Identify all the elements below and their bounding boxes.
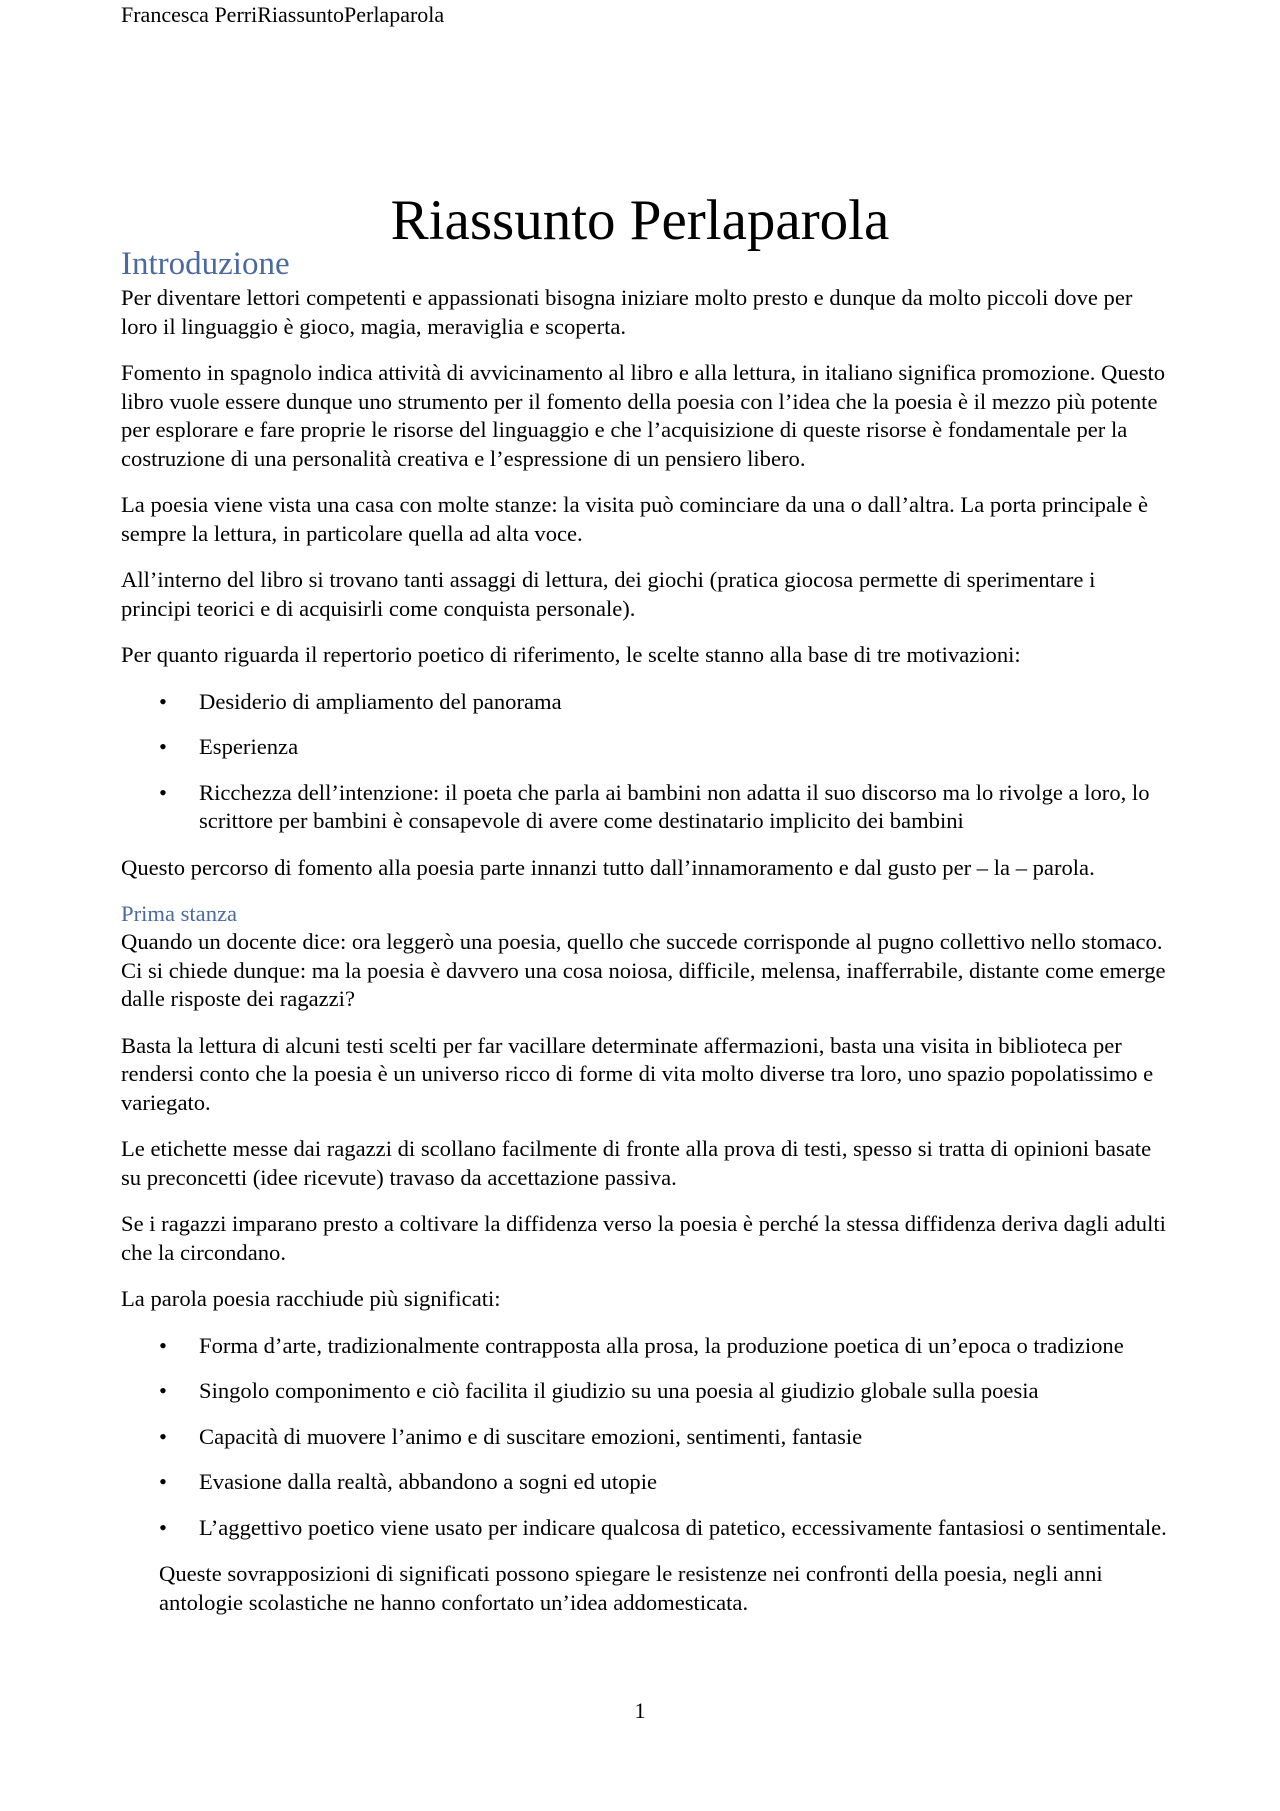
paragraph: Quando un docente dice: ora leggerò una poesia, quello che succede corrisponde al pugno collettivo nello stomaco. Ci si chiede dunque: ma la poesia è davvero una cosa noiosa, difficile, melensa, inafferrabile, distante come emerge dalle risposte dei ragazzi?	[121, 929, 1166, 1011]
page-number: 1	[634, 1698, 646, 1723]
paragraph: Fomento in spagnolo indica attività di avvicinamento al libro e alla lettura, in italiano significa promozione. Questo libro vuole essere dunque uno strumento per il fomento della poesia con l’idea che la poesia è il mezzo più potente per esplorare e fare proprie le risorse del linguaggio e che l’acquisizione di queste risorse è fondamentale per la costruzione di una personalità creativa e l’espressione di un pensiero libero.	[121, 360, 1166, 471]
section-heading-prima-stanza: Prima stanza	[121, 901, 238, 926]
paragraph: Le etichette messe dai ragazzi di scollano facilmente di fronte alla prova di testi, spesso si tratta di opinioni basate su preconcetti (idee ricevute) travaso da accettazione passiva.	[121, 1136, 1152, 1190]
list-item-text: Esperienza	[199, 734, 299, 759]
paragraph: La poesia viene vista una casa con molte stanze: la visita può cominciare da una o dall’altra. La porta principale è sempre la lettura, in particolare quella ad alta voce.	[121, 492, 1148, 546]
list-item	[121, 733, 1171, 762]
list-item	[121, 1332, 1171, 1361]
bullet-icon: •	[159, 734, 167, 759]
bullet-list-significati	[121, 1332, 1171, 1543]
bullet-icon: •	[159, 1332, 167, 1358]
list-item-text: Singolo componimento e ciò facilita il giudizio su una poesia al giudizio globale sulla poesia	[199, 1378, 1039, 1403]
running-header: Francesca PerriRiassuntoPerlaparola	[121, 2, 445, 27]
document-body	[121, 244, 1171, 1635]
list-item-text: L’aggettivo poetico viene usato per indicare qualcosa di patetico, eccessivamente fantasiosi o sentimentale.	[199, 1514, 1167, 1540]
bullet-icon: •	[159, 779, 167, 805]
paragraph: Queste sovrapposizioni di significati possono spiegare le resistenze nei confronti della poesia, negli anni antologie scolastiche ne hanno confortato un’idea addomesticata.	[159, 1561, 1103, 1615]
list-item-text: Ricchezza dell’intenzione: il poeta che parla ai bambini non adatta il suo discorso ma lo rivolge a loro, lo scrittore per bambini è consapevole di avere come destinatario implicito dei bambini	[199, 779, 1150, 833]
list-item	[121, 779, 1171, 836]
paragraph: Questo percorso di fomento alla poesia parte innanzi tutto dall’innamoramento e dal gusto per – la – parola.	[121, 854, 1095, 880]
bullet-list-motivazioni	[121, 688, 1171, 836]
bullet-icon: •	[159, 1514, 167, 1540]
section-heading-introduzione: Introduzione	[121, 246, 290, 282]
list-item-text: Forma d’arte, tradizionalmente contrapposta alla prosa, la produzione poetica di un’epoca o tradizione	[199, 1332, 1124, 1358]
list-item	[121, 688, 1171, 717]
paragraph: All’interno del libro si trovano tanti assaggi di lettura, dei giochi (pratica giocosa permette di sperimentare i principi teorici e di acquisirli come conquista personale).	[121, 567, 1096, 621]
list-item	[121, 1423, 1171, 1452]
bullet-icon: •	[159, 1378, 167, 1403]
bullet-icon: •	[159, 688, 167, 714]
bullet-icon: •	[159, 1423, 167, 1449]
paragraph: La parola poesia racchiude più significati:	[121, 1286, 501, 1311]
document-title: Riassunto Perlaparola	[390, 189, 890, 253]
list-item	[121, 1468, 1171, 1497]
paragraph: Per quanto riguarda il repertorio poetico di riferimento, le scelte stanno alla base di tre motivazioni:	[121, 642, 1021, 667]
list-item-text: Desiderio di ampliamento del panorama	[199, 688, 562, 714]
paragraph: Per diventare lettori competenti e appassionati bisogna iniziare molto presto e dunque da molto piccoli dove per loro il linguaggio è gioco, magia, meraviglia e scoperta.	[121, 285, 1133, 339]
list-item	[121, 1514, 1171, 1543]
bullet-icon: •	[159, 1469, 167, 1494]
paragraph: Basta la lettura di alcuni testi scelti per far vacillare determinate affermazioni, basta una visita in biblioteca per rendersi conto che la poesia è un universo ricco di forme di vita molto diverse tra loro, uno spazio popolatissimo e variegato.	[121, 1032, 1154, 1115]
list-item	[121, 1377, 1171, 1406]
list-item-text: Evasione dalla realtà, abbandono a sogni ed utopie	[199, 1469, 657, 1494]
list-item-text: Capacità di muovere l’animo e di suscitare emozioni, sentimenti, fantasie	[199, 1423, 863, 1449]
paragraph: Se i ragazzi imparano presto a coltivare la diffidenza verso la poesia è perché la stessa diffidenza deriva dagli adulti che la circondano.	[121, 1211, 1166, 1265]
